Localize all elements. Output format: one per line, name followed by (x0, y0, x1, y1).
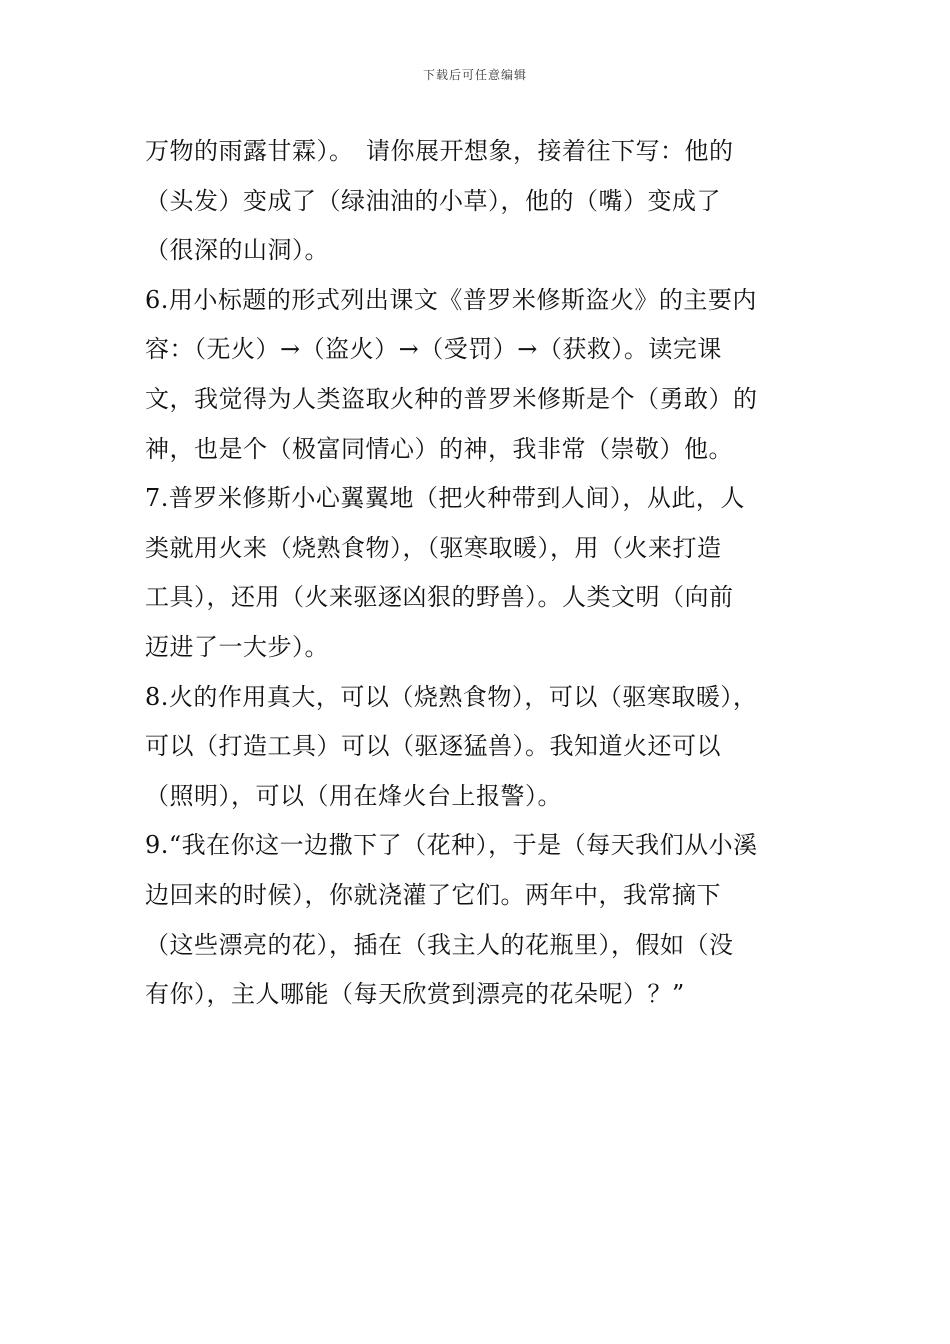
text-line: 有你），主人哪能（每天欣赏到漂亮的花朵呢）？” (145, 980, 685, 1009)
text-line: 文，我觉得为人类盗取火种的普罗米修斯是个（勇敢）的 (145, 384, 758, 413)
page-header: 下载后可任意编辑 (422, 68, 527, 82)
text-line: （很深的山洞）。 (145, 236, 329, 265)
document-body (145, 127, 825, 1020)
text-line: 迈进了一大步）。 (145, 632, 329, 661)
text-line: （照明），可以（用在烽火台上报警）。 (145, 781, 562, 810)
text-line: 6.用小标题的形式列出课文《普罗米修斯盗火》的主要内 (145, 285, 757, 314)
text-line: （这些漂亮的花），插在（我主人的花瓶里），假如（没 (145, 930, 734, 959)
text-line: （头发）变成了（绿油油的小草），他的（嘴）变成了 (145, 186, 721, 215)
text-line: 类就用火来（烧熟食物），（驱寒取暖），用（火来打造 (145, 533, 722, 562)
text-line: 8.火的作用真大，可以（烧熟食物），可以（驱寒取暖）， (145, 682, 758, 711)
text-line: 容：（无火）→（盗火）→（受罚）→（获救）。读完课 (145, 335, 722, 364)
text-line: 神，也是个（极富同情心）的神，我非常（崇敬）他。 (145, 434, 733, 463)
text-line: 万物的雨露甘霖）。 请你展开想象，接着往下写：他的 (145, 137, 734, 165)
text-line: 工具），还用（火来驱逐凶狠的野兽）。人类文明（向前 (145, 583, 734, 612)
text-line: 7.普罗米修斯小心翼翼地（把火种带到人间），从此，人 (145, 484, 745, 513)
text-line: 边回来的时候），你就浇灌了它们。两年中，我常摘下 (145, 880, 721, 909)
text-line: 可以（打造工具）可以（驱逐猛兽）。我知道火还可以 (145, 732, 721, 761)
text-line: 9.“我在你这一边撒下了（花种），于是（每天我们从小溪 (145, 831, 758, 860)
